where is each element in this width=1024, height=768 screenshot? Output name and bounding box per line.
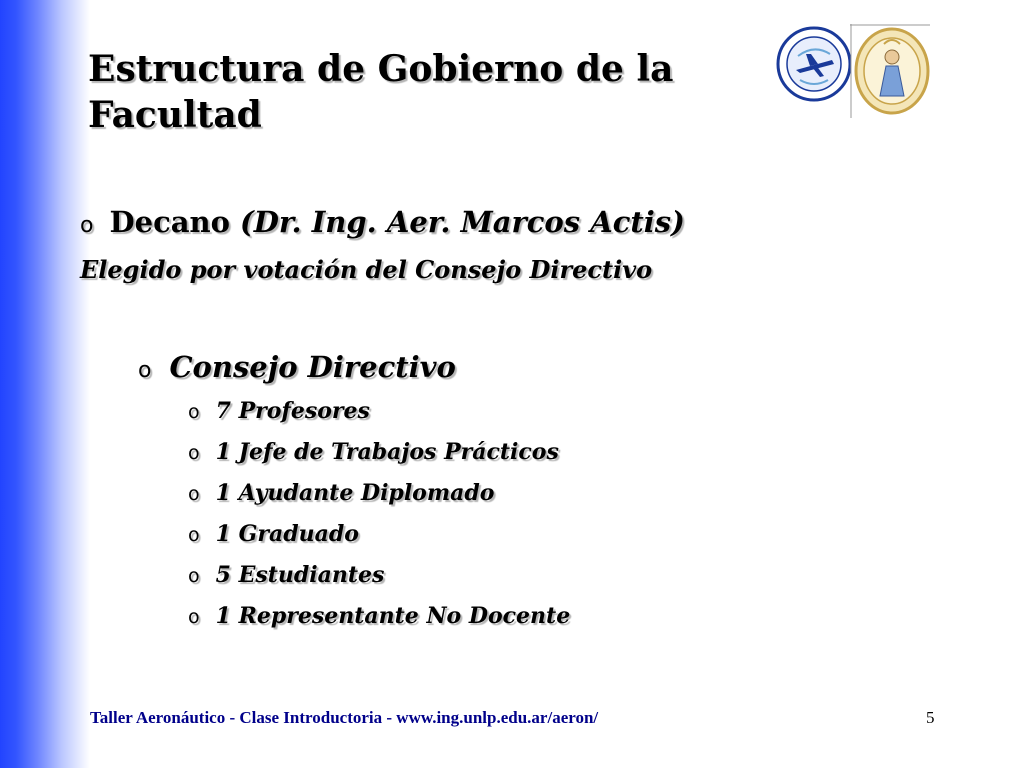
dean-item — [80, 205, 685, 239]
council-member-text: 1 Representante No Docente — [215, 603, 571, 629]
logos — [772, 22, 932, 118]
dean-election-note: Elegido por votación del Consejo Directivo — [80, 255, 653, 284]
bullet-marker: o — [188, 401, 200, 423]
dean-label: Decano — [109, 205, 241, 239]
page-number: 5 — [926, 708, 935, 727]
council-label: Consejo Directivo — [169, 350, 456, 384]
council-member-text: 1 Ayudante Diplomado — [215, 480, 495, 506]
bullet-marker: o — [188, 565, 200, 587]
bullet-marker: o — [188, 606, 200, 628]
bullet-marker: o — [138, 358, 152, 383]
council-member-text: 5 Estudiantes — [215, 562, 385, 588]
council-member-text: 1 Jefe de Trabajos Prácticos — [215, 439, 559, 465]
aeronautics-department-seal-icon — [776, 26, 852, 102]
slide-footer: Taller Aeronáutico - Clase Introductoria - www.ing.unlp.edu.ar/aeron/ — [90, 708, 599, 727]
slide-title: Estructura de Gobierno de la Facultad — [88, 48, 674, 136]
bullet-marker: o — [188, 442, 200, 464]
council-member-text: 7 Profesores — [215, 398, 370, 424]
council-member-item — [188, 398, 370, 424]
council-member-item — [188, 562, 384, 588]
unlp-seal-icon — [850, 24, 930, 118]
bullet-marker: o — [80, 213, 94, 238]
council-member-item — [188, 521, 359, 547]
council-member-item — [188, 439, 559, 465]
dean-name: (Dr. Ing. Aer. Marcos Actis) — [240, 205, 685, 239]
bullet-marker: o — [188, 524, 200, 546]
bullet-marker: o — [188, 483, 200, 505]
council-member-text: 1 Graduado — [215, 521, 359, 547]
council-member-item — [188, 480, 494, 506]
side-gradient-band — [0, 0, 90, 768]
council-item — [138, 350, 456, 384]
council-member-item — [188, 603, 570, 629]
